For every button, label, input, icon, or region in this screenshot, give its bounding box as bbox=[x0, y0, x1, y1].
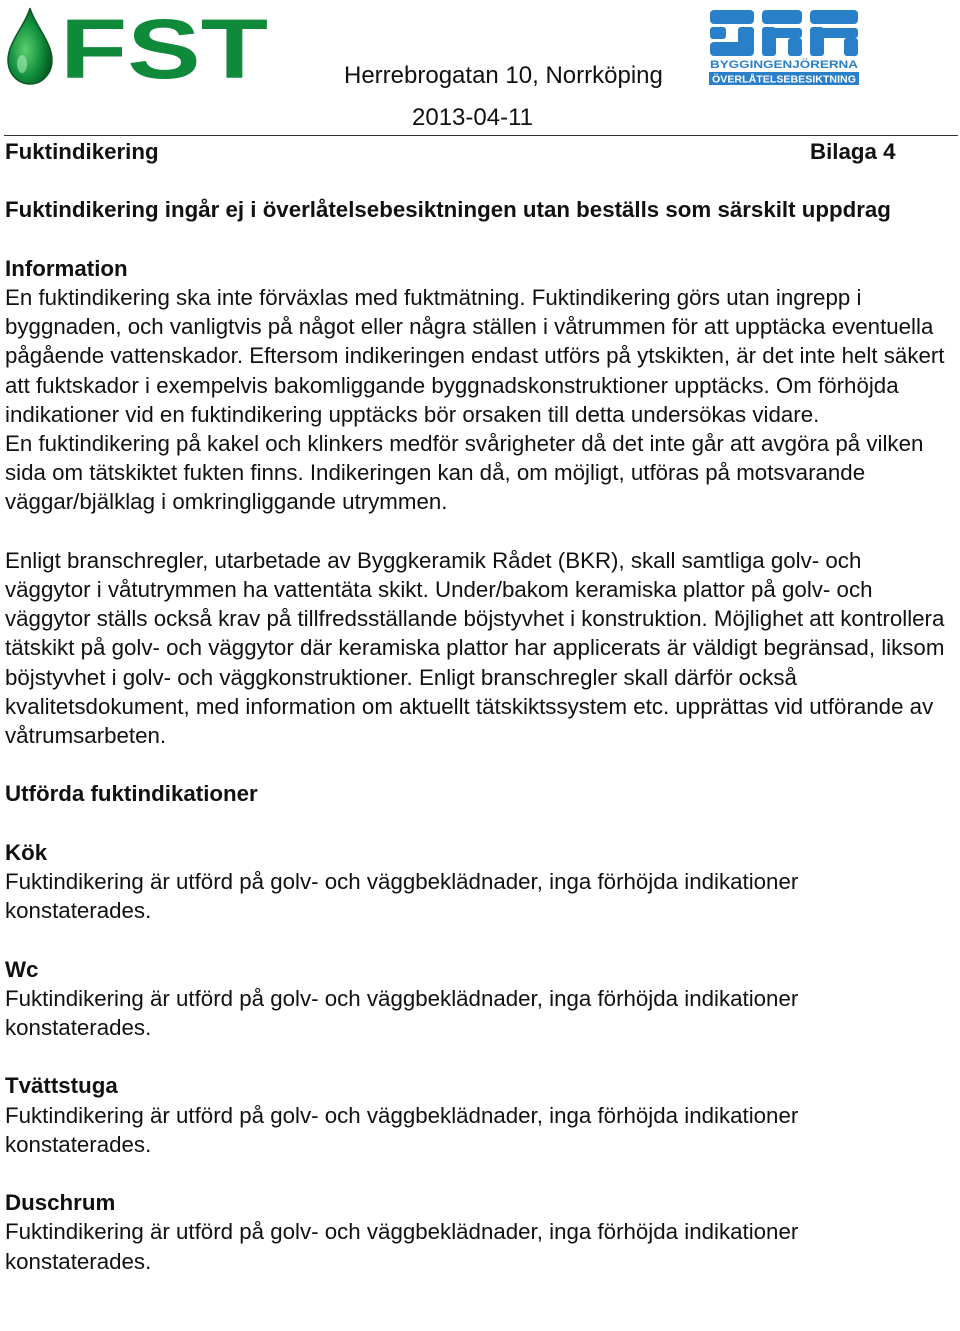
room-result: Fuktindikering är utförd på golv- och väggbeklädnader, inga förhöjda indikationer konstaterades. bbox=[5, 868, 799, 924]
header-date: 2013-04-11 bbox=[412, 104, 533, 131]
fst-logo bbox=[4, 6, 270, 86]
header-divider bbox=[4, 135, 958, 136]
page-header bbox=[0, 0, 960, 136]
room-result: Fuktindikering är utförd på golv- och väggbeklädnader, inga förhöjda indikationer konstaterades. bbox=[5, 1219, 799, 1274]
byggingenjorerna-logo bbox=[708, 8, 860, 88]
info-paragraph-1: En fuktindikering ska inte förväxlas med fuktmätning. Fuktindikering görs utan ingrepp i byggnaden, och vanligtvis på något eller några ställen i våtrummen för att upptäcka eventuella pågående vattenskador. Eftersom indikeringen endast utförs på ytskikten, är det inte helt säkert att fuktskador i exempelvis bakomliggande byggnadskonstruktioner upptäcks. Om förhöjda indikationer vid en fuktindikering upptäcks bör orsaken till detta undersökas vidare. bbox=[5, 284, 945, 427]
header-address: Herrebrogatan 10, Norrköping bbox=[344, 62, 663, 89]
performed-heading: Utförda fuktindikationer bbox=[5, 781, 258, 807]
info-heading: Information bbox=[5, 255, 128, 281]
svg-text:ÖVERLÅTELSEBESIKTNING: ÖVERLÅTELSEBESIKTNING bbox=[712, 74, 848, 86]
room-name: Tvättstuga bbox=[5, 1073, 118, 1099]
document-title: Fuktindikering bbox=[5, 139, 159, 164]
room-name: Duschrum bbox=[5, 1190, 116, 1216]
appendix-label: Bilaga 4 bbox=[810, 139, 896, 164]
document-title-row bbox=[5, 137, 950, 166]
room-name: Kök bbox=[5, 839, 48, 865]
room-section-wc bbox=[5, 955, 950, 1043]
document-body bbox=[5, 137, 950, 1276]
water-drop-icon bbox=[8, 8, 52, 84]
rules-paragraph: Enligt branschregler, utarbetade av Byggkeramik Rådet (BKR), skall samtliga golv- och väggytor i våtutrymmen ha vattentäta skikt. Under/bakom keramiska plattor på golv- och väggytor ställs också krav på tillfredsställande böjstyvhet i konstruktion. Möjlighet att kontrollera tätskikt på golv- och väggytor där keramiska plattor har applicerats är väldigt begränsad, liksom böjstyvhet i golv- och väggkonstruktioner. Enligt branschregler skall därför också kvalitetsdokument, med information om aktuellt tätskiktssystem etc. upprättas vid utförande av våtrumsarbeten. bbox=[5, 547, 945, 748]
room-result: Fuktindikering är utförd på golv- och väggbeklädnader, inga förhöjda indikationer konstaterades. bbox=[5, 1102, 799, 1157]
room-section-kok bbox=[5, 838, 950, 926]
room-section-tvattstuga bbox=[5, 1071, 950, 1159]
room-section-duschrum bbox=[5, 1188, 950, 1276]
room-result: Fuktindikering är utförd på golv- och väggbeklädnader, inga förhöjda indikationer konstaterades. bbox=[5, 985, 799, 1040]
svg-text:BYGGINGENJÖRERNA: BYGGINGENJÖRERNA bbox=[710, 59, 832, 71]
intro-heading: Fuktindikering ingår ej i överlåtelsebesiktningen utan beställs som särskilt uppdrag bbox=[5, 197, 891, 223]
info-paragraph-2: En fuktindikering på kakel och klinkers medför svårigheter då det inte går att avgöra på vilken sida om tätskiktet fukten finns. Indikeringen kan då, om möjligt, utföras på motsvarande väggar/bjälklag i omkringliggande utrymmen. bbox=[5, 430, 924, 515]
svg-text:FST: FST bbox=[60, 6, 268, 86]
room-name: Wc bbox=[5, 956, 39, 982]
